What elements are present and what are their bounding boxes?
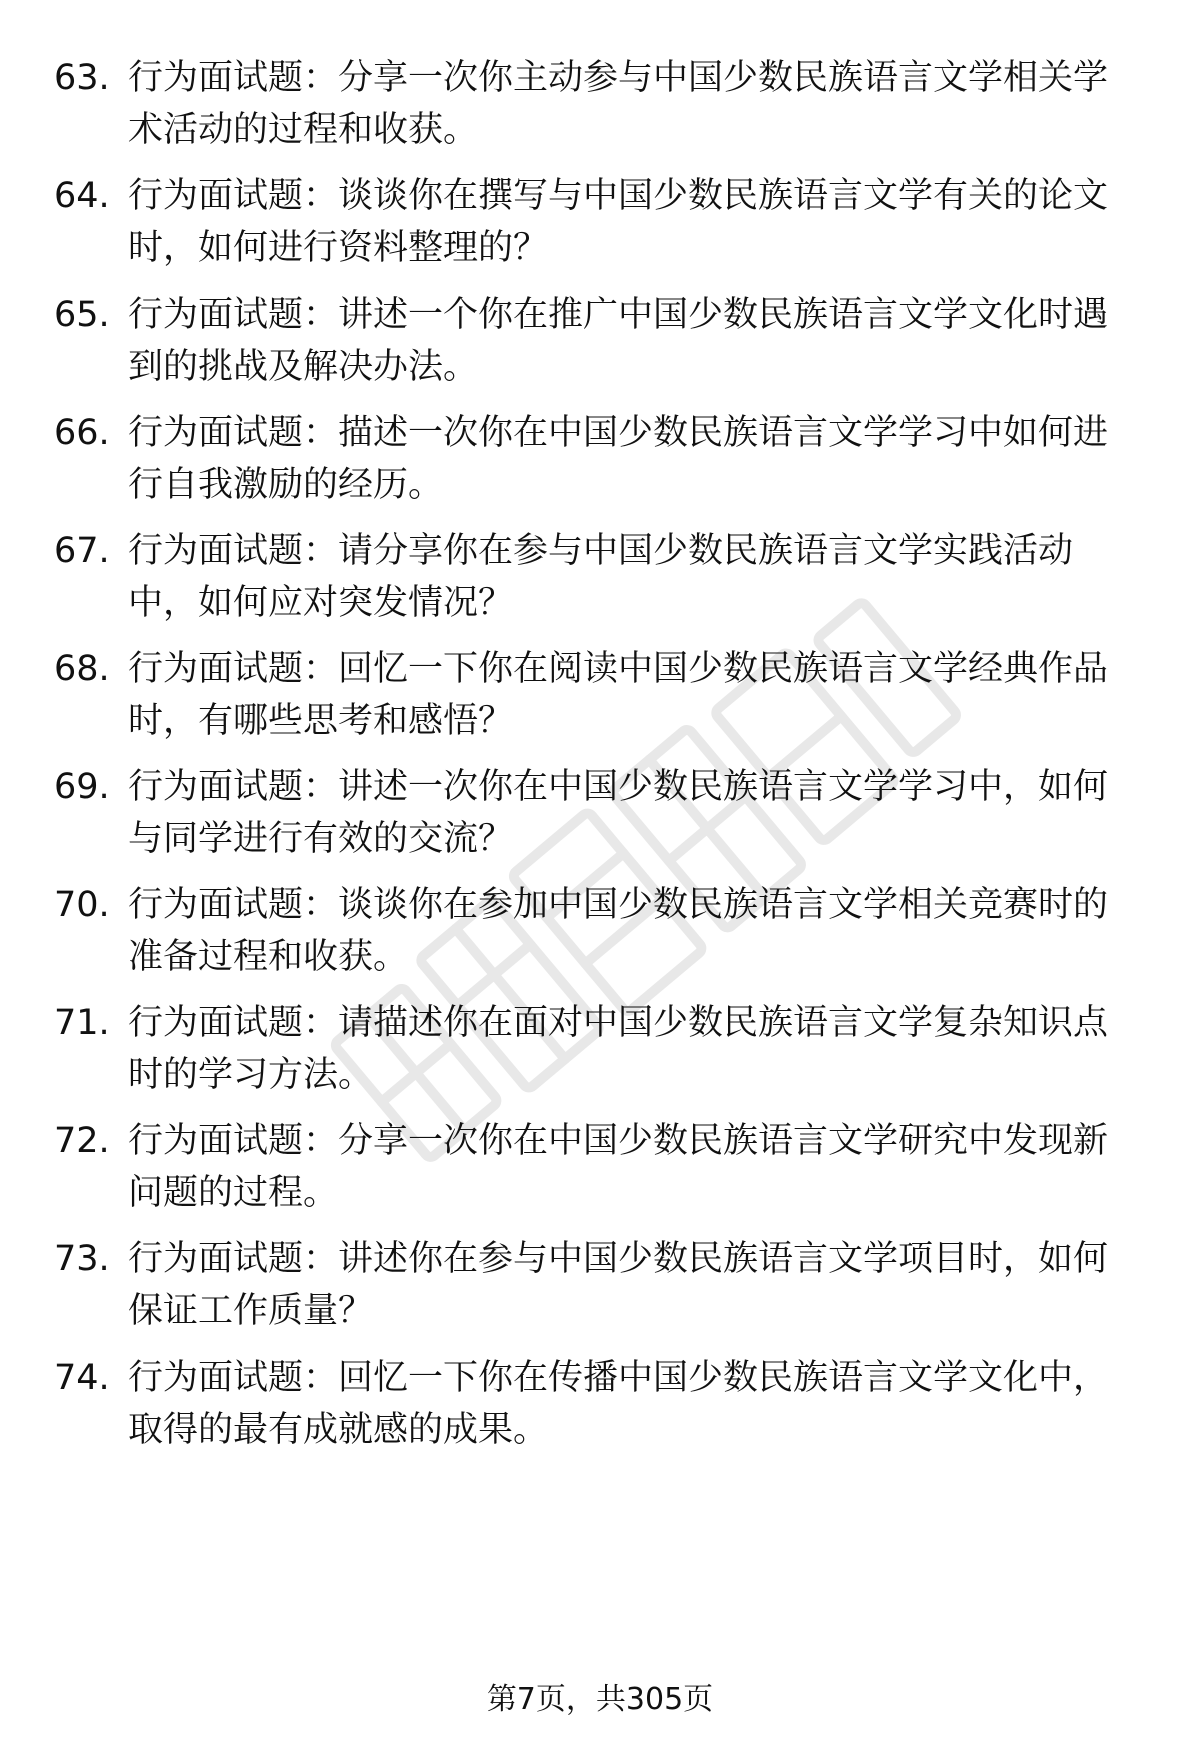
question-number: 64. <box>54 176 110 216</box>
question-item <box>54 52 1154 162</box>
question-number: 73. <box>54 1239 110 1279</box>
question-line: 行为面试题：请描述你在面对中国少数民族语言文学复杂知识点 <box>128 1003 1109 1043</box>
question-line: 取得的最有成就感的成果。 <box>128 1410 549 1450</box>
question-line: 时的学习方法。 <box>128 1055 374 1095</box>
question-number: 70. <box>54 885 110 925</box>
question-line: 行为面试题：分享一次你主动参与中国少数民族语言文学相关学 <box>128 58 1109 98</box>
question-item <box>54 289 1154 399</box>
question-line: 时，有哪些思考和感悟？ <box>128 701 514 741</box>
question-text <box>128 1115 1198 1219</box>
question-item <box>54 1233 1154 1343</box>
question-text <box>128 997 1198 1101</box>
question-number: 68. <box>54 649 110 689</box>
question-text <box>128 525 1198 629</box>
question-text <box>128 407 1198 511</box>
question-number: 71. <box>54 1003 110 1043</box>
question-item <box>54 997 1154 1107</box>
question-number: 63. <box>54 58 110 98</box>
question-item <box>54 407 1154 517</box>
question-line: 问题的过程。 <box>128 1173 339 1213</box>
question-number: 66. <box>54 413 110 453</box>
question-line: 中，如何应对突发情况？ <box>128 583 514 623</box>
page-number: 第7页，共305页 <box>486 1682 714 1717</box>
question-text <box>128 761 1198 865</box>
question-item <box>54 879 1154 989</box>
question-line: 行为面试题：请分享你在参与中国少数民族语言文学实践活动 <box>128 531 1074 571</box>
question-item <box>54 1352 1154 1462</box>
question-text <box>128 52 1198 156</box>
question-line: 时，如何进行资料整理的？ <box>128 228 549 268</box>
question-line: 行为面试题：谈谈你在参加中国少数民族语言文学相关竞赛时的 <box>128 885 1109 925</box>
question-number: 69. <box>54 767 110 807</box>
question-item <box>54 761 1154 871</box>
question-text <box>128 643 1198 747</box>
question-line: 行为面试题：讲述一个你在推广中国少数民族语言文学文化时遇 <box>128 295 1109 335</box>
question-line: 行自我激励的经历。 <box>128 465 444 505</box>
question-item <box>54 643 1154 753</box>
question-text <box>128 289 1198 393</box>
question-line: 行为面试题：回忆一下你在阅读中国少数民族语言文学经典作品 <box>128 649 1109 689</box>
question-number: 72. <box>54 1121 110 1161</box>
question-item <box>54 1115 1154 1225</box>
question-line: 行为面试题：讲述你在参与中国少数民族语言文学项目时，如何 <box>128 1239 1109 1279</box>
question-item <box>54 170 1154 280</box>
question-line: 准备过程和收获。 <box>128 937 409 977</box>
question-line: 保证工作质量？ <box>128 1291 374 1331</box>
question-line: 到的挑战及解决办法。 <box>128 347 479 387</box>
question-number: 65. <box>54 295 110 335</box>
question-item <box>54 525 1154 635</box>
question-text <box>128 879 1198 983</box>
question-line: 行为面试题：讲述一次你在中国少数民族语言文学学习中，如何 <box>128 767 1109 807</box>
question-number: 67. <box>54 531 110 571</box>
question-text <box>128 1233 1198 1337</box>
question-line: 与同学进行有效的交流？ <box>128 819 514 859</box>
question-line: 术活动的过程和收获。 <box>128 110 479 150</box>
question-text <box>128 1352 1198 1456</box>
question-text <box>128 170 1198 274</box>
question-line: 行为面试题：谈谈你在撰写与中国少数民族语言文学有关的论文 <box>128 176 1109 216</box>
question-number: 74. <box>54 1358 110 1398</box>
question-line: 行为面试题：分享一次你在中国少数民族语言文学研究中发现新 <box>128 1121 1109 1161</box>
question-line: 行为面试题：描述一次你在中国少数民族语言文学学习中如何进 <box>128 413 1109 453</box>
question-line: 行为面试题：回忆一下你在传播中国少数民族语言文学文化中， <box>128 1358 1109 1398</box>
